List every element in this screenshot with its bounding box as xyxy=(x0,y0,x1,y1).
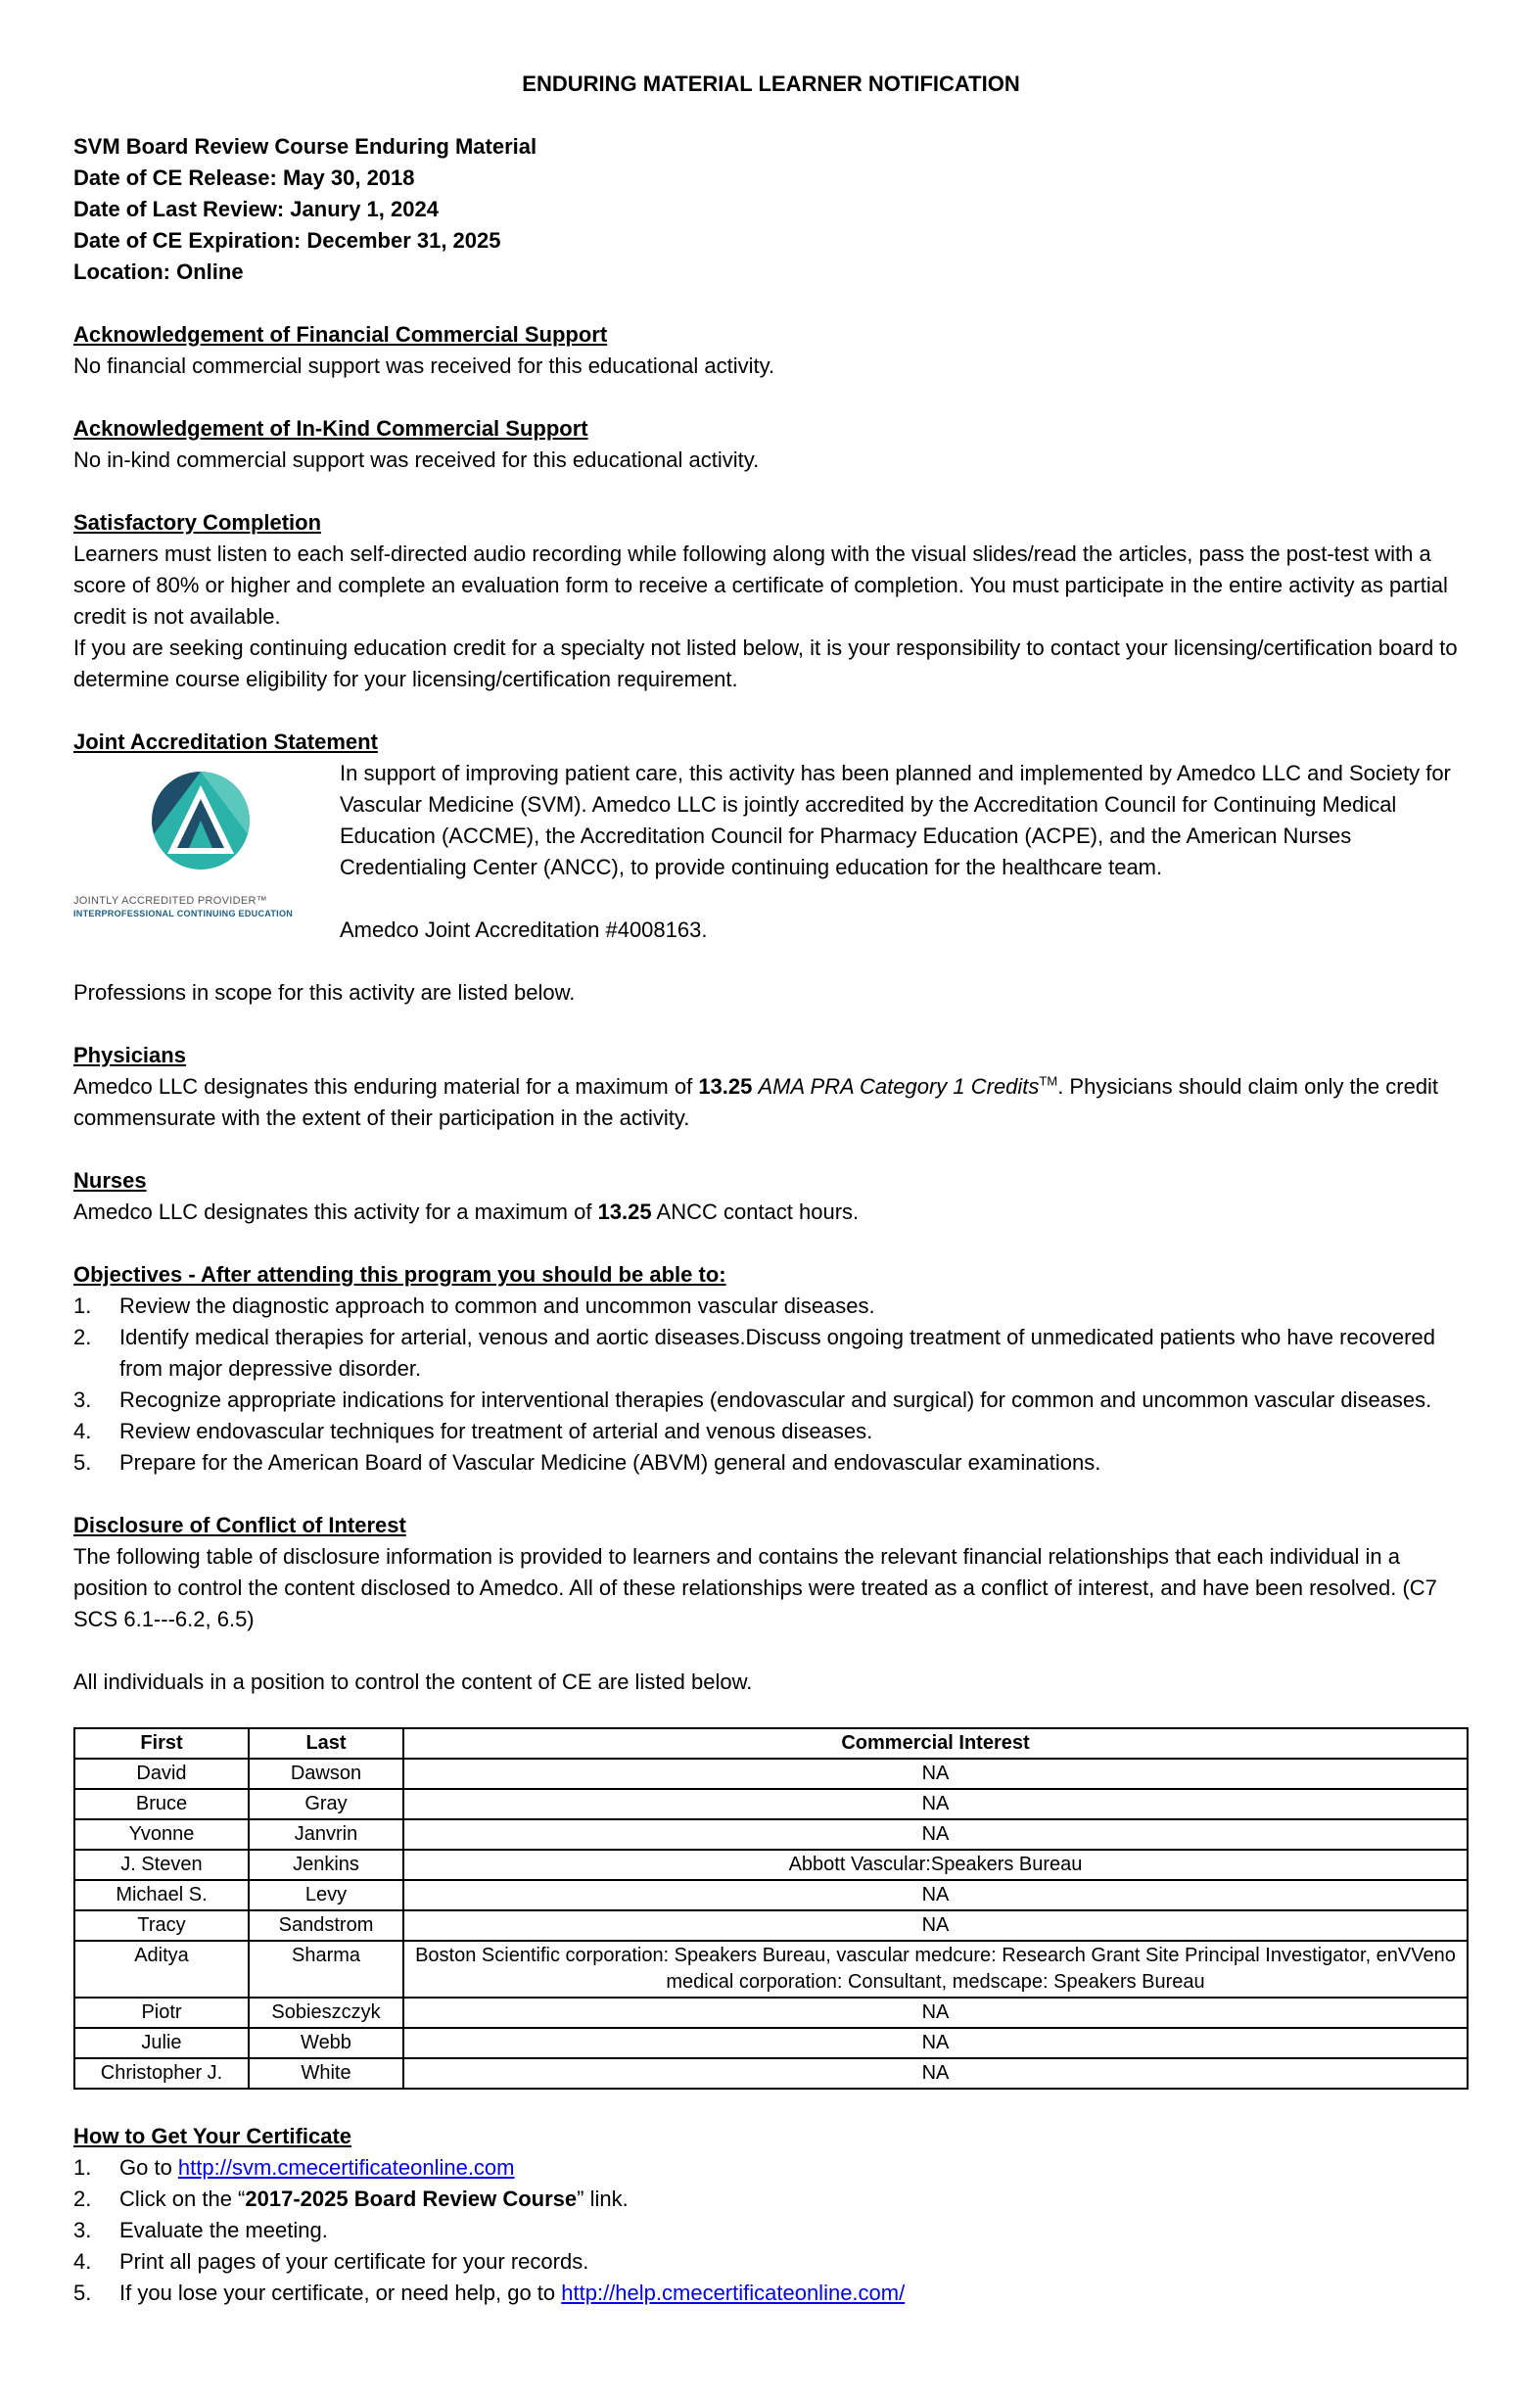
header-first: First xyxy=(74,1728,249,1759)
table-header-row xyxy=(74,1728,1468,1759)
disclosure-text: The following table of disclosure information is provided to learners and contains the relevant financial relationships that each individual in a position to control the content disclosed to Amedco. All of these relationships were treated as a conflict of interest, and have been resolved. (C7 SCS 6.1---6.2, 6.5) xyxy=(73,1544,1437,1631)
list-item: 3. Evaluate the meeting. xyxy=(73,2218,328,2242)
satisfactory-para-1: Learners must listen to each self-directed audio recording while following along with the visual slides/read the articles, pass the post-test with a score of 80% or higher and complete an evaluation form to receive a certificate of completion. You must participate in the entire activity as partial credit is not available. xyxy=(73,541,1448,629)
professions-text: Professions in scope for this activity are listed below. xyxy=(73,980,576,1005)
disclosure-table xyxy=(73,1727,1469,2090)
satisfactory-para-2: If you are seeking continuing education credit for a specialty not listed below, it is your responsibility to contact your licensing/certification board to determine course eligibility for your licensing/certification requirement. xyxy=(73,635,1458,691)
table-row: Piotr Sobieszczyk NA xyxy=(74,1998,1468,2028)
table-row: Julie Webb NA xyxy=(74,2028,1468,2058)
financial-support-section xyxy=(73,319,1469,382)
inkind-support-heading: Acknowledgement of In-Kind Commercial Support xyxy=(73,416,588,441)
header-commercial-interest: Commercial Interest xyxy=(403,1728,1468,1759)
financial-support-heading: Acknowledgement of Financial Commercial Support xyxy=(73,322,608,347)
disclosure-text-2: All individuals in a position to control the content of CE are listed below. xyxy=(73,1670,753,1694)
release-date: Date of CE Release: May 30, 2018 xyxy=(73,165,415,190)
jointly-accredited-logo xyxy=(73,758,340,946)
list-item: 3. Recognize appropriate indications for interventional therapies (endovascular and surgical) for common and uncommon vascular diseases. xyxy=(73,1388,1432,1412)
table-row: Tracy Sandstrom NA xyxy=(74,1910,1468,1941)
physicians-text: Amedco LLC designates this enduring material for a maximum of 13.25 AMA PRA Category 1 Credits™. Physicians should claim only the credit commensurate with the extent of their participation in the activity. xyxy=(73,1073,1439,1130)
list-item: 2. Identify medical therapies for arterial, venous and aortic diseases.Discuss ongoing treatment of unmedicated patients who have recovered from major depressive disorder. xyxy=(73,1325,1435,1381)
certificate-section xyxy=(73,2121,1469,2309)
list-item: 2. Click on the “2017-2025 Board Review Course” link. xyxy=(73,2187,629,2211)
satisfactory-heading: Satisfactory Completion xyxy=(73,510,322,535)
joint-accreditation-number: Amedco Joint Accreditation #4008163. xyxy=(340,917,708,942)
list-item: 4. Review endovascular techniques for treatment of arterial and venous diseases. xyxy=(73,1419,873,1443)
table-row: Christopher J. White NA xyxy=(74,2058,1468,2089)
joint-accreditation-text: In support of improving patient care, this activity has been planned and implemented by Amedco LLC and Society for Vascular Medicine (SVM). Amedco LLC is jointly accredited by the Accreditation Council for Continuing Medical Education (ACCME), the Accreditation Council for Pharmacy Education (ACPE), and the American Nurses Credentialing Center (ANCC), to provide continuing education for the healthcare team. xyxy=(340,761,1451,879)
inkind-support-section xyxy=(73,413,1469,476)
certificate-site-link[interactable]: http://svm.cmecertificateonline.com xyxy=(177,2155,515,2180)
list-item: 1. Review the diagnostic approach to common and uncommon vascular diseases. xyxy=(73,1294,875,1318)
list-item: 1. Go to http://svm.cmecertificateonline.com xyxy=(73,2155,515,2180)
course-name: SVM Board Review Course Enduring Material xyxy=(73,134,537,159)
financial-support-text: No financial commercial support was received for this educational activity. xyxy=(73,353,775,378)
help-site-link[interactable]: http://help.cmecertificateonline.com/ xyxy=(561,2281,906,2305)
table-row: Aditya Sharma Boston Scientific corporation: Speakers Bureau, vascular medcure: Research Grant Site Principal Investigator, enVVeno medical corporation: Consultant, medscape: Speakers Bureau xyxy=(74,1941,1468,1998)
nurses-text: Amedco LLC designates this activity for a maximum of 13.25 ANCC contact hours. xyxy=(73,1200,860,1224)
certificate-steps xyxy=(73,2152,1469,2309)
physicians-section xyxy=(73,1040,1469,1134)
logo-caption: JOINTLY ACCREDITED PROVIDER™ xyxy=(73,895,268,907)
disclosure-heading: Disclosure of Conflict of Interest xyxy=(73,1513,406,1537)
list-item: 5. Prepare for the American Board of Vascular Medicine (ABVM) general and endovascular examinations. xyxy=(73,1450,1101,1475)
header-last: Last xyxy=(249,1728,403,1759)
document-page xyxy=(73,69,1469,2309)
joint-accreditation-section xyxy=(73,727,1469,946)
accreditation-triangle-icon xyxy=(73,772,328,879)
list-item: 4. Print all pages of your certificate for your records. xyxy=(73,2249,589,2274)
objectives-heading: Objectives - After attending this program you should be able to: xyxy=(73,1262,726,1287)
table-row: Yvonne Janvrin NA xyxy=(74,1819,1468,1850)
nurses-heading: Nurses xyxy=(73,1168,147,1193)
table-row: David Dawson NA xyxy=(74,1759,1468,1789)
objectives-section xyxy=(73,1259,1469,1479)
review-date: Date of Last Review: Janury 1, 2024 xyxy=(73,197,439,221)
location: Location: Online xyxy=(73,259,244,284)
logo-subcaption: INTERPROFESSIONAL CONTINUING EDUCATION xyxy=(73,909,294,918)
satisfactory-section xyxy=(73,507,1469,695)
list-item: 5. If you lose your certificate, or need help, go to http://help.cmecertificateonline.com/ xyxy=(73,2281,906,2305)
disclosure-section xyxy=(73,1510,1469,1698)
table-row: Bruce Gray NA xyxy=(74,1789,1468,1819)
document-title: ENDURING MATERIAL LEARNER NOTIFICATION xyxy=(522,71,1020,96)
table-row: Michael S. Levy NA xyxy=(74,1880,1468,1910)
table-row: J. Steven Jenkins Abbott Vascular:Speakers Bureau xyxy=(74,1850,1468,1880)
course-info xyxy=(73,131,1469,288)
nurses-section xyxy=(73,1165,1469,1228)
joint-accreditation-heading: Joint Accreditation Statement xyxy=(73,729,378,754)
certificate-heading: How to Get Your Certificate xyxy=(73,2124,352,2148)
objectives-list xyxy=(73,1291,1469,1479)
inkind-support-text: No in-kind commercial support was received for this educational activity. xyxy=(73,447,760,472)
expiration-date: Date of CE Expiration: December 31, 2025 xyxy=(73,228,501,253)
physicians-heading: Physicians xyxy=(73,1043,186,1067)
